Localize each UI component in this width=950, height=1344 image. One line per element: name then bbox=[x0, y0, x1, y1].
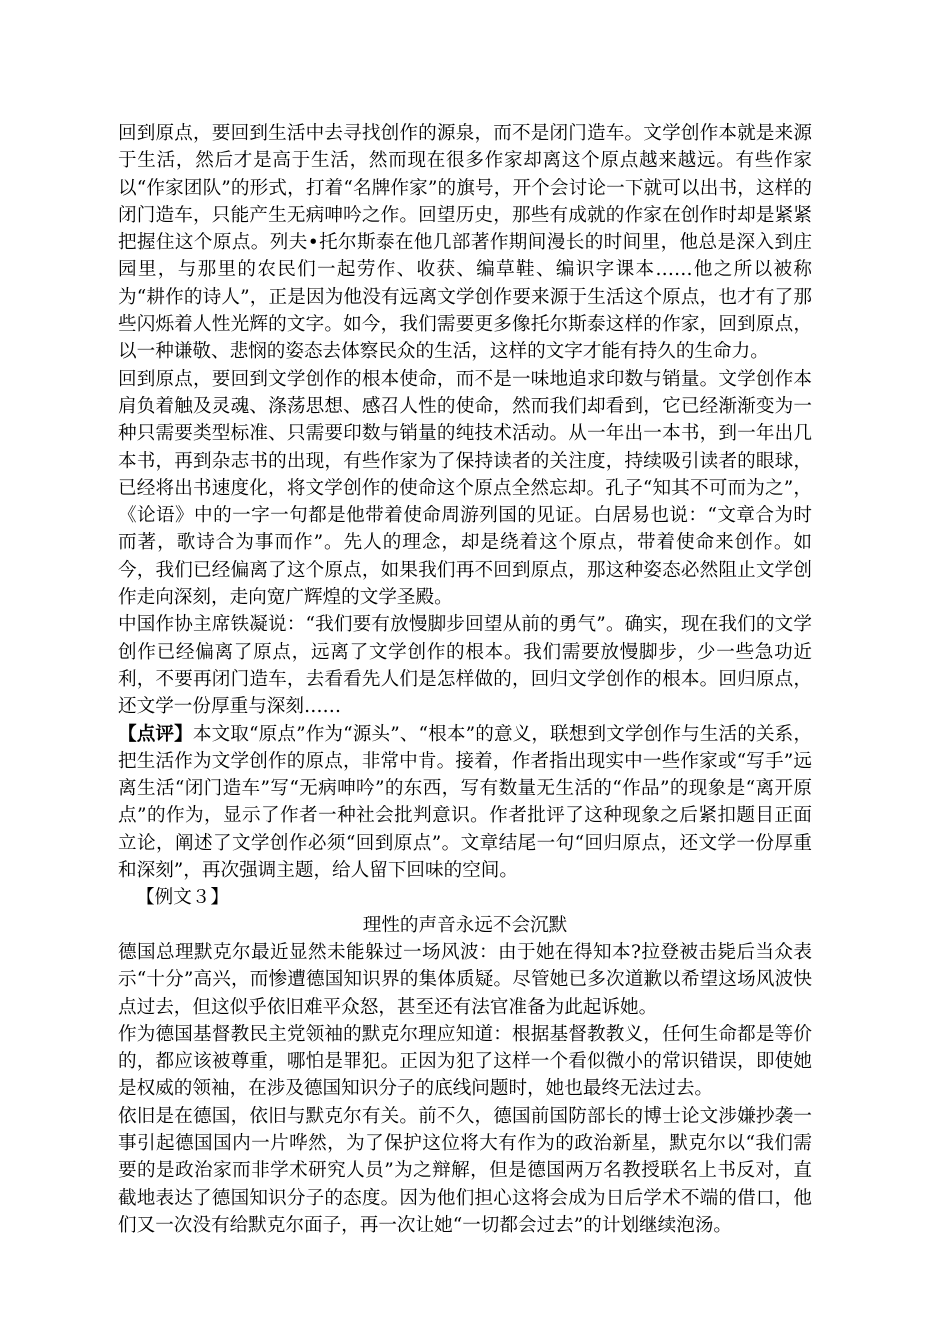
body-paragraph: 依旧是在德国，依旧与默克尔有关。前不久，德国前国防部长的博士论文涉嫌抄袭一事引起德国国内一片哗然，为了保护这位将大有作为的政治新星，默克尔以“我们需要的是政治家而非学术研究人员”为之辩解，但是德国两万名教授联名上书反对，直截地表达了德国知识分子的态度。因为他们担心这将会成为日后学术不端的借口，他们又一次没有给默克尔面子，再一次让她“一切都会过去”的计划继续泡汤。 bbox=[118, 1105, 812, 1236]
essay-title: 理性的声音永远不会沉默 bbox=[362, 914, 568, 936]
body-paragraph: 回到原点，要回到生活中去寻找创作的源泉，而不是闭门造车。文学创作本就是来源于生活，然后才是高于生活，然而现在很多作家却离这个原点越来越远。有些作家以“作家团队”的形式，打着“名牌作家”的旗号，开个会讨论一下就可以出书，这样的闭门造车，只能产生无病呻吟之作。回望历史，那些有成就的作家在创作时却是紧紧把握住这个原点。列夫•托尔斯泰在他几部著作期间漫长的时间里，他总是深入到庄园里，与那里的农民们一起劳作、收获、编草鞋、编识字课本……他之所以被称为“耕作的诗人”，正是因为他没有远离文学创作要来源于生活这个原点，也才有了那些闪烁着人性光辉的文字。如今，我们需要更多像托尔斯泰这样的作家，回到原点，以一种谦敬、悲悯的姿态去体察民众的生活，这样的文字才能有持久的生命力。 bbox=[118, 123, 812, 363]
comment-paragraph bbox=[118, 721, 812, 885]
example-label: 【例文３】 bbox=[136, 887, 229, 909]
comment-tag: 【点评】 bbox=[118, 723, 193, 745]
body-paragraph: 中国作协主席铁凝说：“我们要有放慢脚步回望从前的勇气”。确实，现在我们的文学创作已经偏离了原点，远离了文学创作的根本。我们需要放慢脚步，少一些急功近利，不要再闭门造车，去看看先人们是怎样做的，回归文学创作的根本。回归原点，还文学一份厚重与深刻…… bbox=[118, 614, 812, 718]
comment-text: 本文取“原点”作为“源头”、“根本”的意义，联想到文学创作与生活的关系，把生活作为文学创作的原点，非常中肯。接着，作者指出现实中一些作家或“写手”远离生活“闭门造车”写“无病呻吟”的东西，写有数量无生活的“作品”的现象是“离开原点”的作为，显示了作者一种社会批判意识。作者批评了这种现象之后紧扣题目正面立论，阐述了文学创作必须“回到原点”。文章结尾一句“回归原点，还文学一份厚重和深刻”，再次强调主题，给人留下回味的空间。 bbox=[118, 723, 812, 882]
document-page bbox=[118, 120, 812, 1239]
body-paragraph: 德国总理默克尔最近显然未能躲过一场风波：由于她在得知本?拉登被击毙后当众表示“十分”高兴，而惨遭德国知识界的集体质疑。尽管她已多次道歉以希望这场风波快点过去，但这似乎依旧难平众怒，甚至还有法官准备为此起诉她。 bbox=[118, 941, 812, 1018]
body-paragraph: 作为德国基督教民主党领袖的默克尔理应知道：根据基督教教义，任何生命都是等价的，都应该被尊重，哪怕是罪犯。正因为犯了这样一个看似微小的常识错误，即使她是权威的领袖，在涉及德国知识分子的底线问题时，她也最终无法过去。 bbox=[118, 1023, 812, 1100]
body-paragraph: 回到原点，要回到文学创作的根本使命，而不是一味地追求印数与销量。文学创作本肩负着触及灵魂、涤荡思想、感召人性的使命，然而我们却看到，它已经渐渐变为一种只需要类型标准、只需要印数与销量的纯技术活动。从一年出一本书，到一年出几本书，再到杂志书的出现，有些作家为了保持读者的关注度，持续吸引读者的眼球，已经将出书速度化，将文学创作的使命这个原点全然忘却。孔子“知其不可而为之”，《论语》中的一字一句都是他带着使命周游列国的见证。白居易也说：“文章合为时而著，歌诗合为事而作”。先人的理念，却是绕着这个原点，带着使命来创作。如今，我们已经偏离了这个原点，如果我们再不回到原点，那这种姿态必然阻止文学创作走向深刻，走向宽广辉煌的文学圣殿。 bbox=[118, 368, 812, 609]
